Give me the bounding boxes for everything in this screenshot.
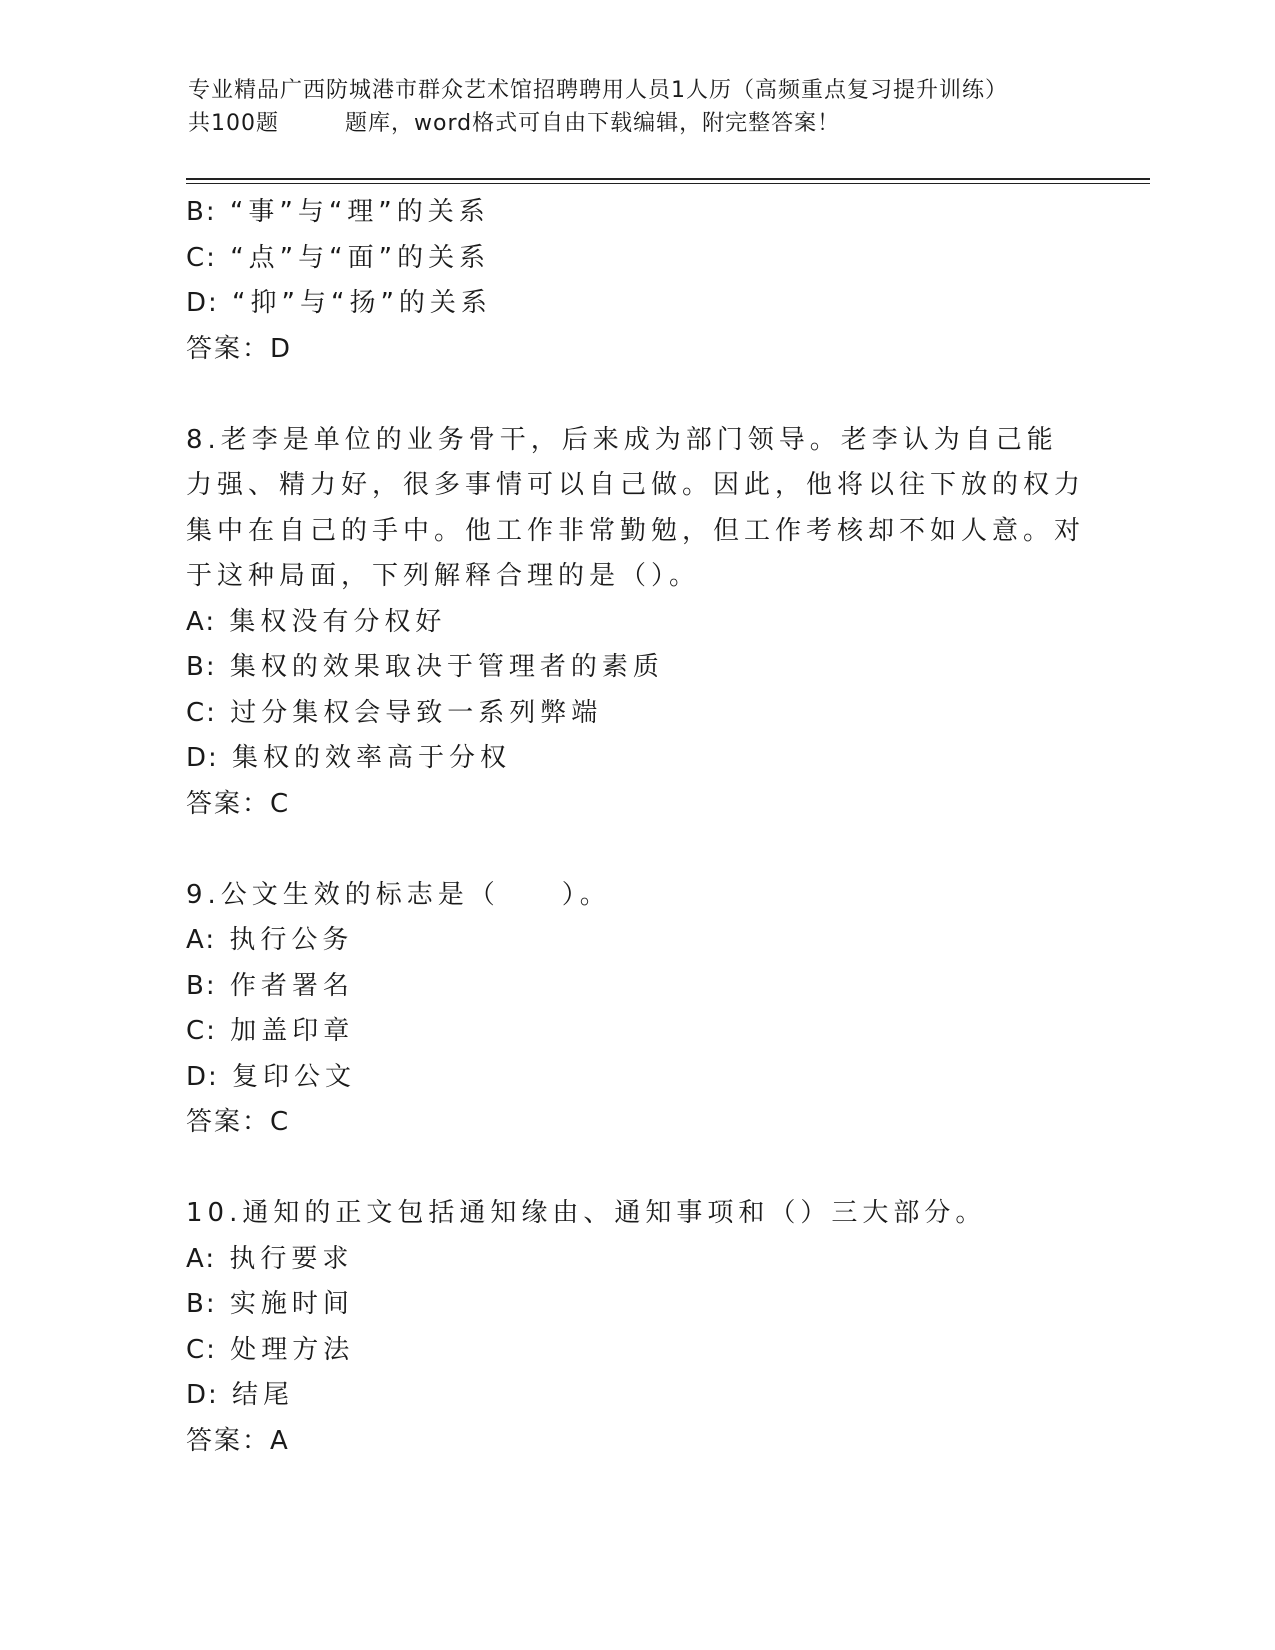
q7-option-d xyxy=(186,281,1086,327)
q8-option-d xyxy=(186,736,1086,782)
option-text: 结尾 xyxy=(232,1380,295,1410)
q9-stem: 9.公文生效的标志是（ ）。 xyxy=(186,879,611,910)
option-key: B: xyxy=(186,197,217,227)
q9-answer: 答案：C xyxy=(186,1107,291,1137)
option-key: B: xyxy=(186,652,217,682)
option-text: 执行公务 xyxy=(229,925,354,955)
q10-answer: 答案：A xyxy=(186,1425,290,1456)
option-text: 实施时间 xyxy=(229,1289,354,1319)
header-question-count: 共100题 xyxy=(188,111,279,136)
header-title-line2 xyxy=(188,107,1088,140)
option-key: A: xyxy=(186,1243,217,1274)
option-text: 过分集权会导致一系列弊端 xyxy=(230,697,603,728)
option-key: D: xyxy=(186,1061,219,1092)
page-header xyxy=(188,74,1088,140)
header-divider-thin xyxy=(186,183,1150,184)
header-divider-thick xyxy=(186,178,1150,180)
header-title-line1: 专业精品广西防城港市群众艺术馆招聘聘用人员1人历（高频重点复习提升训练） xyxy=(188,78,1008,103)
option-text: 复印公文 xyxy=(232,1061,357,1092)
option-key: D: xyxy=(186,743,219,773)
option-text: 集权的效果取决于管理者的素质 xyxy=(229,652,664,682)
q10-option-c xyxy=(186,1328,1086,1374)
q9-option-d xyxy=(186,1055,1086,1101)
option-text: “点”与“面”的关系 xyxy=(230,242,491,273)
option-key: D: xyxy=(186,1380,219,1410)
option-key: A: xyxy=(186,925,217,955)
q9-option-a xyxy=(186,918,1086,964)
option-key: D: xyxy=(186,288,219,318)
q9-option-c xyxy=(186,1009,1086,1055)
q7-option-c xyxy=(186,236,1086,282)
option-key: B: xyxy=(186,1289,217,1319)
option-text: “事”与“理”的关系 xyxy=(229,197,490,227)
option-key: C: xyxy=(186,242,217,273)
q10-option-b xyxy=(186,1282,1086,1328)
q8-stem: 8.老李是单位的业务骨干，后来成为部门领导。老李认为自己能力强、精力好，很多事情可以自己做。因此，他将以往下放的权力集中在自己的手中。他工作非常勤勉，但工作考核却不如人意。对于这种局面，下列解释合理的是（）。 xyxy=(186,424,1086,591)
q8-option-b xyxy=(186,645,1086,691)
option-text: 集权没有分权好 xyxy=(229,606,447,637)
document-body xyxy=(186,190,1086,1464)
option-text: “抑”与“扬”的关系 xyxy=(232,288,492,318)
option-key: C: xyxy=(186,1016,217,1046)
q8-option-c xyxy=(186,691,1086,737)
q7-answer: 答案：D xyxy=(186,333,293,364)
q8-answer: 答案：C xyxy=(186,788,291,819)
q10-stem: 10.通知的正文包括通知缘由、通知事项和（）三大部分。 xyxy=(186,1198,987,1228)
q10-option-a xyxy=(186,1237,1086,1283)
q8-option-a xyxy=(186,600,1086,646)
header-description: 题库，word格式可自由下载编辑，附完整答案！ xyxy=(345,111,841,136)
option-key: A: xyxy=(186,606,217,637)
q10-option-d xyxy=(186,1373,1086,1419)
option-key: C: xyxy=(186,697,217,728)
q9-option-b xyxy=(186,964,1086,1010)
option-key: C: xyxy=(186,1334,217,1365)
option-text: 执行要求 xyxy=(229,1243,354,1274)
option-key: B: xyxy=(186,970,217,1001)
option-text: 集权的效率高于分权 xyxy=(232,743,512,773)
q7-option-b xyxy=(186,190,1086,236)
option-text: 处理方法 xyxy=(230,1334,355,1365)
option-text: 加盖印章 xyxy=(230,1016,355,1046)
option-text: 作者署名 xyxy=(229,970,354,1001)
